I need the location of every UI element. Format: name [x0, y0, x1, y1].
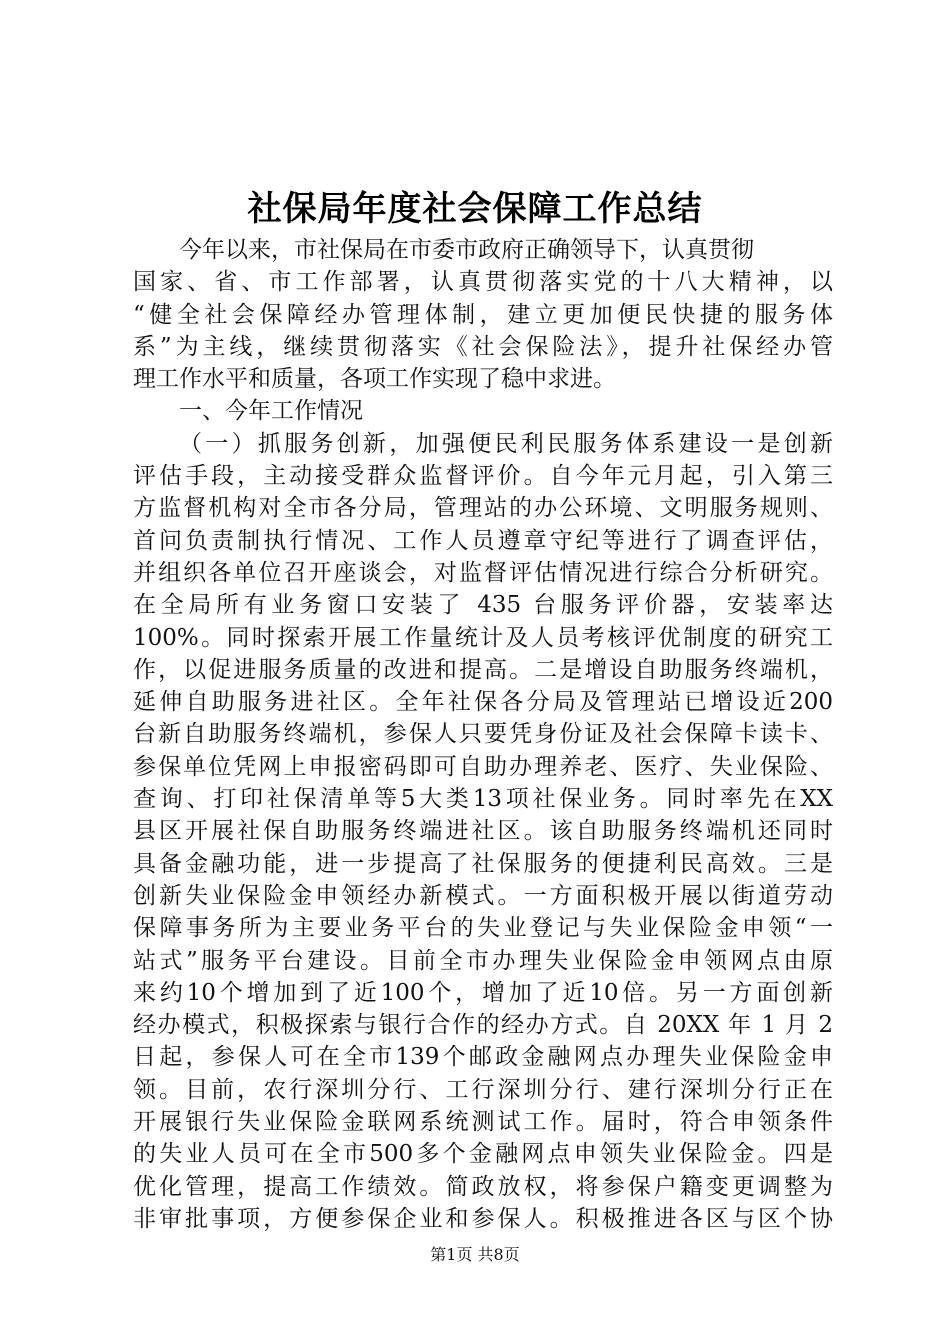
- body-line: （一）抓服务创新，加强便民利民服务体系建设一是创新: [179, 430, 833, 457]
- body-line: 并组织各单位召开座谈会，对监督评估情况进行综合分析研究。: [133, 559, 833, 586]
- body-line: 台新自助服务终端机，参保人只要凭身份证及社会保障卡读卡、: [133, 721, 833, 748]
- body-line: 的失业人员可在全市500多个金融网点申领失业保险金。四是: [133, 1141, 833, 1168]
- body-line: 今年以来，市社保局在市委市政府正确领导下，认真贯彻: [179, 237, 754, 263]
- page-footer: 第1页 共8页: [430, 1245, 520, 1264]
- body-line: 日起，参保人可在全市139个邮政金融网点办理失业保险金申: [133, 1044, 833, 1071]
- body-line: “健全社会保障经办管理体制，建立更加便民快捷的服务体: [133, 301, 833, 328]
- body-line: 站式”服务平台建设。目前全市办理失业保险金申领网点由原: [133, 947, 833, 974]
- body-line: 来约10个增加到了近100个，增加了近10倍。另一方面创新: [133, 979, 833, 1006]
- body-line: 参保单位凭网上申报密码即可自助办理养老、医疗、失业保险、: [133, 753, 833, 780]
- body-line: 方监督机构对全市各分局，管理站的办公环境、文明服务规则、: [133, 495, 833, 522]
- document-title: 社保局年度社会保障工作总结: [247, 189, 703, 229]
- body-line: 开展银行失业保险金联网系统测试工作。届时，符合申领条件: [133, 1109, 833, 1136]
- body-line: 县区开展社保自助服务终端进社区。该自助服务终端机还同时: [133, 818, 833, 845]
- body-line: 系”为主线，继续贯彻落实《社会保险法》，提升社保经办管: [133, 333, 833, 360]
- body-line: 作，以促进服务质量的改进和提高。二是增设自助服务终端机，: [133, 656, 833, 683]
- body-line: 保障事务所为主要业务平台的失业登记与失业保险金申领“一: [133, 915, 833, 942]
- body-line: 理工作水平和质量，各项工作实现了稳中求进。: [133, 366, 616, 393]
- body-line: 在全局所有业务窗口安装了 435 台服务评价器，安装率达: [133, 592, 833, 619]
- body-line: 首问负责制执行情况、工作人员遵章守纪等进行了调查评估，: [133, 527, 833, 554]
- body-line: 具备金融功能，进一步提高了社保服务的便捷利民高效。三是: [133, 850, 833, 877]
- body-line: 评估手段，主动接受群众监督评价。自今年元月起，引入第三: [133, 463, 833, 490]
- body-line: 100%。同时探索开展工作量统计及人员考核评优制度的研究工: [133, 624, 833, 651]
- body-line: 领。目前，农行深圳分行、工行深圳分行、建行深圳分行正在: [133, 1076, 833, 1103]
- section-heading: 一、今年工作情况: [179, 398, 363, 425]
- body-line: 优化管理，提高工作绩效。简政放权，将参保户籍变更调整为: [133, 1173, 833, 1200]
- body-line: 经办模式，积极探索与银行合作的经办方式。自 20XX 年 1 月 2: [133, 1012, 833, 1039]
- body-line: 查询、打印社保清单等5大类13项社保业务。同时率先在XX: [133, 786, 833, 813]
- document-body: [133, 234, 833, 1235]
- body-line: 非审批事项，方便参保企业和参保人。积极推进各区与区个协: [133, 1205, 833, 1232]
- body-line: 创新失业保险金申领经办新模式。一方面积极开展以街道劳动: [133, 882, 833, 909]
- body-line: 延伸自助服务进社区。全年社保各分局及管理站已增设近200: [133, 689, 833, 716]
- body-line: 国家、省、市工作部署，认真贯彻落实党的十八大精神，以: [133, 269, 833, 296]
